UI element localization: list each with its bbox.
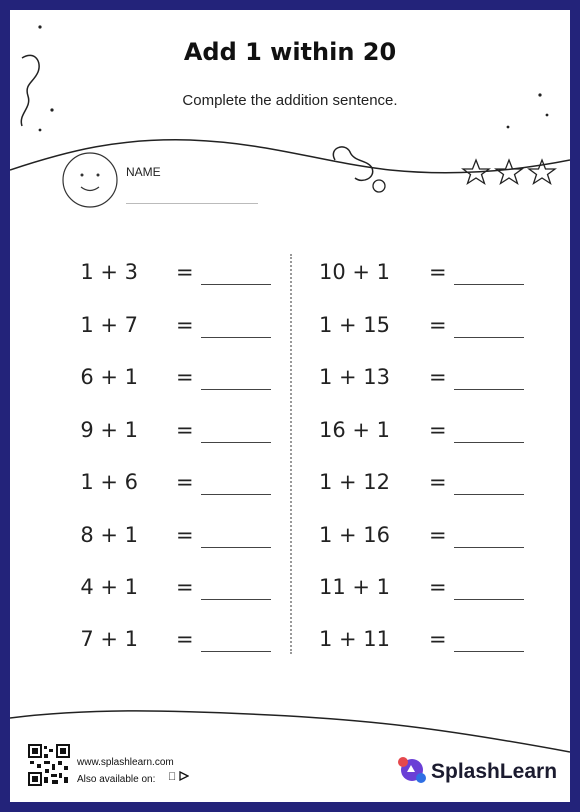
- problem-expression: 1 + 13: [318, 365, 390, 389]
- name-label: NAME: [126, 165, 161, 179]
- problem-expression: 10 + 1: [318, 260, 390, 284]
- instruction-text: Complete the addition sentence.: [182, 92, 398, 109]
- answer-blank[interactable]: [454, 389, 524, 390]
- answer-blank[interactable]: [201, 547, 271, 548]
- worksheet-title: Add 1 within 20: [183, 38, 397, 66]
- equals-sign: =: [176, 260, 194, 284]
- answer-blank[interactable]: [201, 442, 271, 443]
- answer-blank[interactable]: [454, 494, 524, 495]
- problem-expression: 8 + 1: [80, 523, 138, 547]
- smiley-face-icon: [63, 153, 117, 207]
- problem-expression: 1 + 3: [80, 260, 138, 284]
- problem-expression: 1 + 6: [80, 470, 138, 494]
- answer-blank[interactable]: [201, 337, 271, 338]
- equals-sign: =: [429, 260, 447, 284]
- problem-expression: 1 + 15: [318, 313, 390, 337]
- answer-blank[interactable]: [201, 284, 271, 285]
- problem-expression: 7 + 1: [80, 627, 138, 651]
- equals-sign: =: [176, 523, 194, 547]
- equals-sign: =: [429, 418, 447, 442]
- also-available-label: Also available on:: [77, 774, 156, 785]
- problem-expression: 4 + 1: [80, 575, 138, 599]
- answer-blank[interactable]: [201, 599, 271, 600]
- equals-sign: =: [176, 627, 194, 651]
- problem-expression: 11 + 1: [318, 575, 390, 599]
- equals-sign: =: [429, 365, 447, 389]
- answer-blank[interactable]: [201, 389, 271, 390]
- problem-expression: 6 + 1: [80, 365, 138, 389]
- equals-sign: =: [429, 470, 447, 494]
- answer-blank[interactable]: [454, 284, 524, 285]
- answer-blank[interactable]: [454, 337, 524, 338]
- problem-expression: 1 + 11: [318, 627, 390, 651]
- equals-sign: =: [429, 523, 447, 547]
- problem-expression: 1 + 16: [318, 523, 390, 547]
- equals-sign: =: [176, 470, 194, 494]
- answer-blank[interactable]: [454, 599, 524, 600]
- qr-code-icon[interactable]: [28, 744, 70, 786]
- worksheet-page: [10, 10, 570, 802]
- equals-sign: =: [176, 575, 194, 599]
- problem-expression: 1 + 7: [80, 313, 138, 337]
- answer-blank[interactable]: [454, 651, 524, 652]
- answer-blank[interactable]: [454, 442, 524, 443]
- problem-expression: 16 + 1: [318, 418, 390, 442]
- answer-blank[interactable]: [201, 651, 271, 652]
- store-icons: [168, 771, 189, 783]
- problem-expression: 1 + 12: [318, 470, 390, 494]
- brand-name: SplashLearn: [431, 760, 558, 783]
- problem-expression: 9 + 1: [80, 418, 138, 442]
- equals-sign: =: [176, 418, 194, 442]
- play-store-icon[interactable]: [179, 771, 189, 781]
- answer-blank[interactable]: [201, 494, 271, 495]
- equals-sign: =: [176, 313, 194, 337]
- answer-blank[interactable]: [454, 547, 524, 548]
- name-field[interactable]: [126, 203, 258, 204]
- apple-icon[interactable]: [168, 771, 176, 783]
- website-link[interactable]: www.splashlearn.com: [77, 757, 174, 768]
- equals-sign: =: [429, 575, 447, 599]
- equals-sign: =: [429, 627, 447, 651]
- splashlearn-logo-icon: [394, 754, 428, 786]
- equals-sign: =: [429, 313, 447, 337]
- equals-sign: =: [176, 365, 194, 389]
